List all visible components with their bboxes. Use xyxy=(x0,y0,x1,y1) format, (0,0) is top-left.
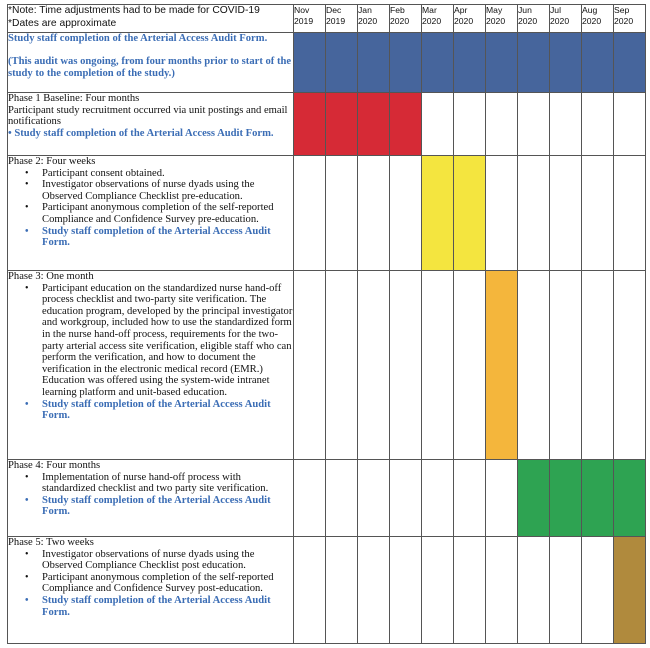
phase1-active-month-cell xyxy=(358,93,390,156)
year-label: 2020 xyxy=(422,16,442,26)
empty-month-cell xyxy=(518,537,550,644)
empty-month-cell xyxy=(582,537,614,644)
phase1-active-month-cell xyxy=(390,93,422,156)
month-header xyxy=(614,5,646,33)
phase5-row xyxy=(8,537,646,644)
empty-month-cell xyxy=(486,537,518,644)
empty-month-cell xyxy=(486,460,518,537)
month-header xyxy=(518,5,550,33)
month-header xyxy=(358,5,390,33)
audit-list-item: • Study staff completion of the Arterial Access Audit Form. xyxy=(8,399,293,422)
covid-note: *Note: Time adjustments had to be made for COVID-19 xyxy=(8,5,260,16)
list-item: • Participant consent obtained. xyxy=(8,168,293,180)
empty-month-cell xyxy=(550,537,582,644)
empty-month-cell xyxy=(422,271,454,460)
empty-month-cell xyxy=(326,156,358,271)
empty-month-cell xyxy=(294,460,326,537)
month-label: Aug xyxy=(582,5,598,15)
empty-month-cell xyxy=(422,460,454,537)
phase4-active-month-cell xyxy=(550,460,582,537)
month-header xyxy=(582,5,614,33)
list-item: • Investigator observations of nurse dyads using the Observed Compliance Checklist pre-education. xyxy=(8,179,293,202)
header-row xyxy=(8,5,646,33)
empty-month-cell xyxy=(390,271,422,460)
month-header xyxy=(294,5,326,33)
empty-month-cell xyxy=(358,156,390,271)
empty-month-cell xyxy=(358,460,390,537)
phase3-row xyxy=(8,271,646,460)
phase1-description xyxy=(8,93,294,156)
month-header xyxy=(326,5,358,33)
phase1-title: Phase 1 Baseline: Four months xyxy=(8,93,140,104)
month-label: Nov xyxy=(294,5,310,15)
empty-month-cell xyxy=(326,460,358,537)
empty-month-cell xyxy=(326,271,358,460)
audit-active-month-cell xyxy=(390,33,422,93)
empty-month-cell xyxy=(486,156,518,271)
empty-month-cell xyxy=(326,537,358,644)
empty-month-cell xyxy=(518,156,550,271)
year-label: 2020 xyxy=(518,16,538,26)
audit-active-month-cell xyxy=(486,33,518,93)
audit-active-month-cell xyxy=(326,33,358,93)
year-label: 2020 xyxy=(614,16,634,26)
empty-month-cell xyxy=(390,537,422,644)
month-label: Dec xyxy=(326,5,342,15)
empty-month-cell xyxy=(454,537,486,644)
month-header xyxy=(390,5,422,33)
audit-active-month-cell xyxy=(582,33,614,93)
empty-month-cell xyxy=(454,93,486,156)
empty-month-cell xyxy=(582,271,614,460)
empty-month-cell xyxy=(294,537,326,644)
phase1-active-month-cell xyxy=(294,93,326,156)
list-item: • Implementation of nurse hand-off process with standardized checklist and two party site verification. xyxy=(8,472,293,495)
phase5-active-month-cell xyxy=(614,537,646,644)
empty-month-cell xyxy=(294,271,326,460)
phase3-list xyxy=(8,283,293,422)
audit-note: (This audit was ongoing, from four months prior to start of the study to the completion of the study.) xyxy=(8,56,292,79)
year-label: 2020 xyxy=(390,16,410,26)
year-label: 2020 xyxy=(582,16,602,26)
empty-month-cell xyxy=(614,156,646,271)
year-label: 2019 xyxy=(326,16,346,26)
month-label: Mar xyxy=(422,5,437,15)
phase1-row xyxy=(8,93,646,156)
phase2-list xyxy=(8,168,293,249)
month-label: Jan xyxy=(358,5,372,15)
list-item: • Investigator observations of nurse dyads using the Observed Compliance Checklist post education. xyxy=(8,549,293,572)
phase1-audit-item: • Study staff completion of the Arterial Access Audit Form. xyxy=(8,127,274,139)
phase4-active-month-cell xyxy=(582,460,614,537)
empty-month-cell xyxy=(358,271,390,460)
audit-row xyxy=(8,33,646,93)
month-label: Jul xyxy=(550,5,561,15)
phase3-active-month-cell xyxy=(486,271,518,460)
audit-description xyxy=(8,33,294,93)
phase1-text: Participant study recruitment occurred via unit postings and email notifications xyxy=(8,104,288,128)
audit-active-month-cell xyxy=(358,33,390,93)
month-label: Sep xyxy=(614,5,630,15)
month-header xyxy=(550,5,582,33)
audit-active-month-cell xyxy=(454,33,486,93)
month-header xyxy=(454,5,486,33)
year-label: 2020 xyxy=(454,16,474,26)
audit-active-month-cell xyxy=(294,33,326,93)
month-header xyxy=(486,5,518,33)
audit-list-item: • Study staff completion of the Arterial Access Audit Form. xyxy=(8,495,293,518)
list-item: • Participant education on the standardized nurse hand-off process checklist and two-party site verification. The education program, developed by the principal investigator and workgroup, included how to use the standardized form in the nurse hand-off process, requirements for the two-party arterial access site verification, eligible staff who can perform the verification, and how to document the verification in the electronic medical record (EMR.) Education was offered using the system-wide intranet learning platform and unit-based education. xyxy=(8,283,293,399)
empty-month-cell xyxy=(518,93,550,156)
empty-month-cell xyxy=(614,271,646,460)
list-item: • Participant anonymous completion of the self-reported Compliance and Confidence Survey pre-education. xyxy=(8,202,293,225)
empty-month-cell xyxy=(358,537,390,644)
list-item: • Participant anonymous completion of the self-reported Compliance and Confidence Survey post-education. xyxy=(8,572,293,595)
audit-list-item: • Study staff completion of the Arterial Access Audit Form. xyxy=(8,226,293,249)
empty-month-cell xyxy=(422,93,454,156)
empty-month-cell xyxy=(550,271,582,460)
phase4-title: Phase 4: Four months xyxy=(8,460,101,471)
phase2-active-month-cell xyxy=(422,156,454,271)
audit-active-month-cell xyxy=(518,33,550,93)
phase4-active-month-cell xyxy=(614,460,646,537)
empty-month-cell xyxy=(582,156,614,271)
phase5-list xyxy=(8,549,293,619)
phase3-title: Phase 3: One month xyxy=(8,271,94,282)
phase1-active-month-cell xyxy=(326,93,358,156)
empty-month-cell xyxy=(550,93,582,156)
month-label: Jun xyxy=(518,5,532,15)
empty-month-cell xyxy=(518,271,550,460)
phase3-description xyxy=(8,271,294,460)
phase5-description xyxy=(8,537,294,644)
phase4-row xyxy=(8,460,646,537)
dates-note: *Dates are approximate xyxy=(8,17,117,29)
study-timeline-table xyxy=(7,4,646,644)
year-label: 2019 xyxy=(294,16,314,26)
empty-month-cell xyxy=(614,93,646,156)
phase4-list xyxy=(8,472,293,518)
audit-list-item: • Study staff completion of the Arterial Access Audit Form. xyxy=(8,595,293,618)
phase4-description xyxy=(8,460,294,537)
phase2-row xyxy=(8,156,646,271)
empty-month-cell xyxy=(390,460,422,537)
empty-month-cell xyxy=(550,156,582,271)
audit-active-month-cell xyxy=(614,33,646,93)
phase2-title: Phase 2: Four weeks xyxy=(8,156,96,167)
phase5-title: Phase 5: Two weeks xyxy=(8,537,94,548)
empty-month-cell xyxy=(422,537,454,644)
empty-month-cell xyxy=(582,93,614,156)
empty-month-cell xyxy=(294,156,326,271)
year-label: 2020 xyxy=(550,16,570,26)
month-label: Apr xyxy=(454,5,468,15)
audit-active-month-cell xyxy=(550,33,582,93)
phase2-description xyxy=(8,156,294,271)
audit-title: Study staff completion of the Arterial Access Audit Form. xyxy=(8,33,268,44)
year-label: 2020 xyxy=(358,16,378,26)
year-label: 2020 xyxy=(486,16,506,26)
phase2-active-month-cell xyxy=(454,156,486,271)
empty-month-cell xyxy=(390,156,422,271)
notes-cell xyxy=(8,5,294,33)
month-label: Feb xyxy=(390,5,405,15)
audit-active-month-cell xyxy=(422,33,454,93)
empty-month-cell xyxy=(486,93,518,156)
empty-month-cell xyxy=(454,271,486,460)
month-header xyxy=(422,5,454,33)
empty-month-cell xyxy=(454,460,486,537)
month-label: May xyxy=(486,5,503,15)
phase4-active-month-cell xyxy=(518,460,550,537)
